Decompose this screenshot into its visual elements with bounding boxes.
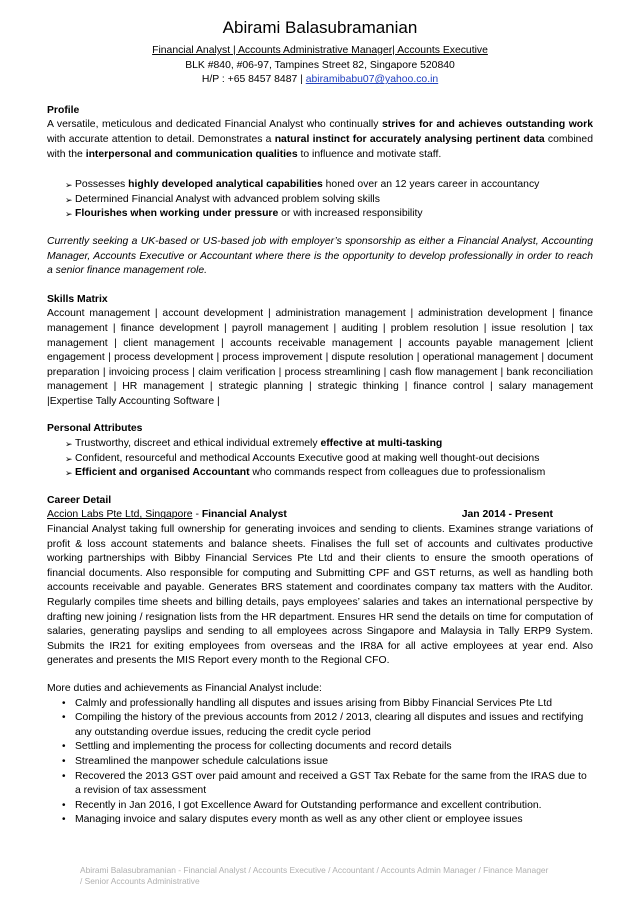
list-item: • Recovered the 2013 GST over paid amount and received a GST Tax Rebate for the same from the IRAS due to a revision of tax assessment [62,770,587,797]
list-item: ➢ Possesses highly developed analytical capabilities honed over an 12 years career in accountancy [65,178,593,193]
career-heading: Career Detail [47,494,112,506]
profile-bold-2: natural instinct for accurately analysing pertinent data [274,133,545,145]
job-description: Financial Analyst taking full ownership for generating invoices and sending to clients. Examines strange variations of profit & loss account statements and balance sheets. Finalises the full set of accounts and cultivates productive working partnerships with Bibby Financial Services Pte Ltd and their clients to ensure the smooth operations of financial documents. Also responsible for computing and Submitting CPF and GST returns, as well as handling both accounts receivable and payable. Generates BRS statement and coordinates company tax matters with the Auditor. Regularly compiles time sheets and billing details, pays employees’ salaries and takes an international perspective by drafting new joining / resignation lists from the HR department. Ensures HR send the details on time for computation of salaries, generating payslips and sending to all employees across Singapore and Malaysia in Tally ERP9 System. Submits the IR21 for exiting employees from overseas and the IR8A for all active employees at year end. Also generates and presents the MIS Report every month to the Regional CFO. [47,524,593,667]
list-item: • Compiling the history of the previous accounts from 2012 / 2013, clearing all disputes and issues and rectifying any outstanding overdue issues, reducing the credit cycle period [62,712,584,738]
profile-paragraph [47,118,593,162]
profile-text-4: to influence and motivate staff. [297,148,442,160]
list-item: • Recently in Jan 2016, I got Excellence Award for Outstanding performance and excellent contribution. [62,799,542,811]
list-item: • Managing invoice and salary disputes every month as well as any other client or employee issues [62,814,523,826]
skills-heading: Skills Matrix [47,293,108,305]
resume-page [47,18,593,828]
job-dates: Jan 2014 - Present [461,509,553,521]
list-item: • Calmly and professionally handling all disputes and issues arising from Bibby Financial Services Pte Ltd [62,697,553,709]
list-item: ➢ Determined Financial Analyst with advanced problem solving skills [65,193,593,208]
list-item: ➢ Trustworthy, discreet and ethical individual extremely effective at multi-tasking [65,437,593,452]
phone: H/P : +65 8457 8487 | [201,74,306,86]
skills-text: Account management | account development | administration management | administration development | finance management | finance development | payroll management | auditing | problem resolution | issue resolution | tax management | client management | accounts receivable management | accounts payable management |client engagement | process development | process improvement | dispute resolution | operational management | document preparation | invoicing process | claim verification | process streamlining | cash flow management | bank reconciliation management | HR management | strategic planning | strategic thinking | finance control | salary management |Expertise Tally Accounting Software | [47,308,593,407]
job-role: Financial Analyst [201,509,287,521]
profile-bold-3: interpersonal and communication qualities [85,148,298,160]
address: BLK #840, #06-97, Tampines Street 82, Singapore 520840 [185,59,455,71]
list-item: ➢ Flourishes when working under pressure or with increased responsibility [65,207,593,222]
job-header [47,508,593,523]
profile-bullets [47,178,593,222]
profile-text-2: with accurate attention to detail. Demonstrates a [47,133,275,145]
profile-bold-1: strives for and achieves outstanding work [381,119,593,131]
contact-line [47,73,593,88]
personal-bullets [47,437,593,481]
personal-heading: Personal Attributes [47,423,143,435]
profile-heading: Profile [47,104,80,116]
profile-text-1: A versatile, meticulous and dedicated Financial Analyst who continually [47,119,382,131]
job-titles: Financial Analyst | Accounts Administrative Manager| Accounts Executive [152,45,488,56]
career-objective: Currently seeking a UK-based or US-based job with employer’s sponsorship as either a Financial Analyst, Accounting Manager, Accounts Executive or Accountant where there is the opportunity to develop professionally in order to reach a senior finance management role. [47,235,593,277]
page-footer: Abirami Balasubramanian - Financial Analyst / Accounts Executive / Accountant / Accounts Admin Manager / Finance Manager / Senior Accounts Administrative [80,865,549,886]
list-item: • Streamlined the manpower schedule calculations issue [62,755,328,767]
email-link[interactable]: abiramibabu07@yahoo.co.in [305,74,439,86]
duties-heading: More duties and achievements as Financial Analyst include: [47,682,322,694]
profile-text-3: combined with the [47,133,593,160]
candidate-name: Abirami Balasubramanian [222,18,418,37]
job-separator: - [192,509,202,521]
list-item: ➢ Efficient and organised Accountant who commands respect from colleagues due to professionalism [65,466,593,481]
duties-list [47,697,593,828]
list-item: • Settling and implementing the process for collecting documents and record details [62,741,452,753]
list-item: ➢ Confident, resourceful and methodical Accounts Executive good at making well thought-out decisions [65,452,593,467]
company-name: Accion Labs Pte Ltd, Singapore [47,509,193,521]
